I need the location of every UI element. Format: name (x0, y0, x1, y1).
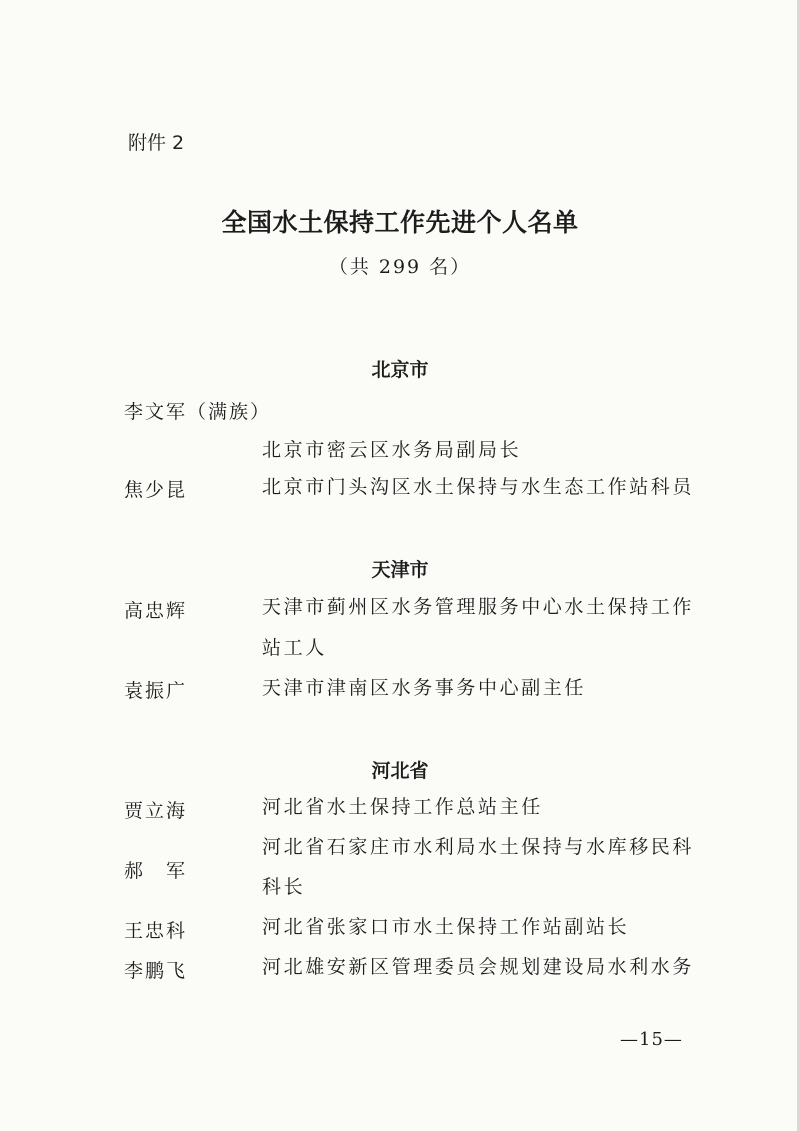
person-name: 王忠科 (124, 920, 188, 942)
region-heading-tianjin: 天津市 (371, 559, 429, 581)
person-name: 李鹏飞 (124, 960, 188, 982)
person-name: 焦少昆 (124, 479, 188, 501)
person-title: 北京市门头沟区水土保持与水生态工作站科员 (262, 476, 695, 498)
person-name: 袁振广 (124, 680, 188, 702)
person-title-continued: 站工人 (262, 637, 327, 659)
person-name: 李文军（满族） (124, 401, 272, 423)
document-title: 全国水土保持工作先进个人名单 (221, 208, 579, 237)
total-count: （共 299 名） (328, 256, 472, 278)
region-heading-beijing: 北京市 (371, 359, 429, 381)
page-number: —15— (620, 1029, 683, 1050)
person-title: 天津市蓟州区水务管理服务中心水土保持工作 (262, 596, 695, 618)
person-title: 河北省张家口市水土保持工作站副站长 (262, 916, 630, 938)
person-name: 贾立海 (124, 800, 188, 822)
person-title: 北京市密云区水务局副局长 (262, 439, 522, 461)
person-title: 天津市津南区水务事务中心副主任 (262, 677, 587, 699)
person-name: 高忠辉 (124, 600, 188, 622)
person-title-continued: 科长 (262, 876, 306, 898)
attachment-label: 附件 2 (128, 132, 185, 154)
person-name: 郝 军 (124, 860, 188, 882)
person-title: 河北雄安新区管理委员会规划建设局水利水务 (262, 956, 695, 978)
region-heading-hebei: 河北省 (371, 760, 429, 782)
person-title: 河北省石家庄市水利局水土保持与水库移民科 (262, 836, 695, 858)
person-title: 河北省水土保持工作总站主任 (262, 796, 543, 818)
